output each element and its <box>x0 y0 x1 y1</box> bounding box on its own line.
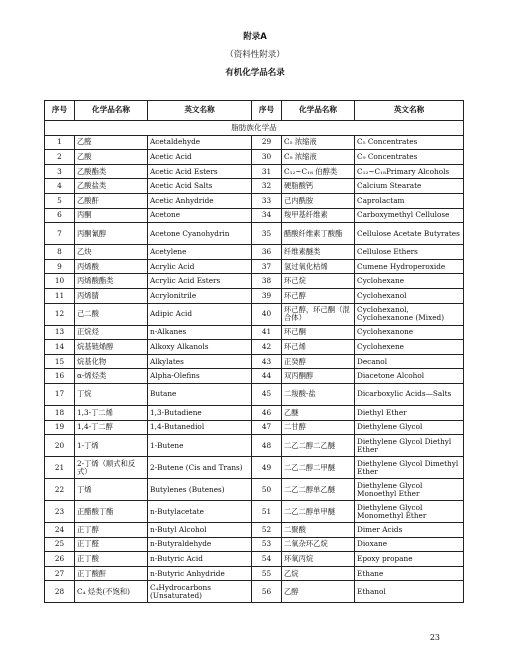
row-no-right: 37 <box>252 259 282 274</box>
row-en-left: Butane <box>148 383 252 405</box>
row-cn-right: 乙烷 <box>282 566 355 581</box>
row-no-right: 46 <box>252 405 282 420</box>
row-cn-left: 丁烯 <box>75 479 148 501</box>
row-en-right: Diethylene Glycol Diethyl Ether <box>355 435 464 457</box>
row-cn-right: 二乙二醇二甲醚 <box>282 457 355 479</box>
row-en-right: Cumene Hydroperoxide <box>355 259 464 274</box>
row-cn-left: 正丁酸 <box>75 552 148 567</box>
row-cn-left: 1,4-丁二醇 <box>75 420 148 435</box>
row-cn-left: 丙酮氰醇 <box>75 223 148 245</box>
row-cn-right: 环己烷 <box>282 274 355 289</box>
row-en-right: Carboxymethyl Cellulose <box>355 208 464 223</box>
row-no-left: 20 <box>45 435 75 457</box>
row-no-left: 26 <box>45 552 75 567</box>
row-en-left: C₄Hydrocarbons (Unsaturated) <box>148 581 252 603</box>
table-row <box>45 325 464 340</box>
row-no-right: 38 <box>252 274 282 289</box>
row-cn-right: 二乙二醇单甲醚 <box>282 501 355 523</box>
table-row <box>45 383 464 405</box>
row-cn-right: 双丙酮醇 <box>282 369 355 384</box>
table-row <box>45 179 464 194</box>
row-en-left: Alpha-Olefins <box>148 369 252 384</box>
row-no-left: 25 <box>45 537 75 552</box>
row-en-left: Butylenes (Butenes) <box>148 479 252 501</box>
page-number: 23 <box>429 633 440 642</box>
row-en-left: 1-Butene <box>148 435 252 457</box>
row-en-right: C₉ Concentrates <box>355 150 464 165</box>
table-row <box>45 259 464 274</box>
col-header-no-left: 序号 <box>45 101 75 121</box>
row-en-right: Cyclohexene <box>355 340 464 355</box>
row-en-left: Acrylonitrile <box>148 288 252 303</box>
row-en-left: n-Butyl Alcohol <box>148 523 252 538</box>
table-row <box>45 340 464 355</box>
col-header-cn-right: 化学品名称 <box>282 101 355 121</box>
row-no-right: 42 <box>252 340 282 355</box>
row-cn-right: 氢过氧化枯烯 <box>282 259 355 274</box>
row-en-right: Diacetone Alcohol <box>355 369 464 384</box>
row-en-right: Diethyl Ether <box>355 405 464 420</box>
row-cn-right: 乙醚 <box>282 405 355 420</box>
row-cn-right: 正癸醇 <box>282 354 355 369</box>
row-cn-left: 正丁酸酐 <box>75 566 148 581</box>
row-en-left: Acrylic Acid Esters <box>148 274 252 289</box>
row-no-right: 41 <box>252 325 282 340</box>
row-no-right: 30 <box>252 150 282 165</box>
row-en-left: Acetaldehyde <box>148 135 252 150</box>
row-cn-left: 乙醛 <box>75 135 148 150</box>
row-no-right: 34 <box>252 208 282 223</box>
table-row <box>45 223 464 245</box>
row-en-left: Adipic Acid <box>148 303 252 325</box>
row-cn-right: C₁₂~C₁₈ 伯醇类 <box>282 164 355 179</box>
row-en-left: Acrylic Acid <box>148 259 252 274</box>
row-cn-right: 二乙二醇单乙醚 <box>282 479 355 501</box>
row-no-left: 21 <box>45 457 75 479</box>
row-cn-left: 正醋酸丁酯 <box>75 501 148 523</box>
row-cn-left: 乙炔 <box>75 245 148 260</box>
row-no-right: 52 <box>252 523 282 538</box>
row-cn-right: 环己醇，环己酮（混合体） <box>282 303 355 325</box>
row-cn-right: C₅ 浓缩液 <box>282 135 355 150</box>
row-cn-left: 1,3-丁二烯 <box>75 405 148 420</box>
row-cn-right: 环己酮 <box>282 325 355 340</box>
row-no-left: 7 <box>45 223 75 245</box>
row-en-left: 2-Butene (Cis and Trans) <box>148 457 252 479</box>
row-en-right: Diethylene Glycol Monomethyl Ether <box>355 501 464 523</box>
row-cn-left: 正丁醛 <box>75 537 148 552</box>
row-en-right: Dicarboxylic Acids—Salts <box>355 383 464 405</box>
row-en-left: n-Butyric Acid <box>148 552 252 567</box>
row-no-left: 24 <box>45 523 75 538</box>
row-no-left: 15 <box>45 354 75 369</box>
row-no-right: 32 <box>252 179 282 194</box>
row-en-right: Caprolactam <box>355 193 464 208</box>
row-en-right: C₅ Concentrates <box>355 135 464 150</box>
row-no-left: 16 <box>45 369 75 384</box>
row-en-right: Cyclohexanol, Cyclohexanone (Mixed) <box>355 303 464 325</box>
row-cn-left: 正烷烃 <box>75 325 148 340</box>
row-en-right: Diethylene Glycol Dimethyl Ether <box>355 457 464 479</box>
row-no-right: 29 <box>252 135 282 150</box>
row-no-right: 49 <box>252 457 282 479</box>
row-cn-right: 羧甲基纤维素 <box>282 208 355 223</box>
row-no-left: 19 <box>45 420 75 435</box>
row-no-right: 48 <box>252 435 282 457</box>
row-cn-left: 丙烯酸 <box>75 259 148 274</box>
row-cn-left: C₄ 烃类(不饱和) <box>75 581 148 603</box>
row-en-right: Calcium Stearate <box>355 179 464 194</box>
row-no-left: 18 <box>45 405 75 420</box>
table-row <box>45 523 464 538</box>
row-cn-right: 环己烯 <box>282 340 355 355</box>
row-en-left: 1,3-Butadiene <box>148 405 252 420</box>
table-row <box>45 135 464 150</box>
row-en-right: Epoxy propane <box>355 552 464 567</box>
row-en-right: Dimer Acids <box>355 523 464 538</box>
table-row <box>45 354 464 369</box>
row-cn-right: 己内酰胺 <box>282 193 355 208</box>
row-cn-left: 丁烷 <box>75 383 148 405</box>
row-cn-right: 环己醇 <box>282 288 355 303</box>
row-en-right: Diethylene Glycol Monoethyl Ether <box>355 479 464 501</box>
row-cn-left: 1-丁烯 <box>75 435 148 457</box>
row-en-left: 1,4-Butanediol <box>148 420 252 435</box>
table-row <box>45 501 464 523</box>
row-no-right: 33 <box>252 193 282 208</box>
row-en-right: Cellulose Ethers <box>355 245 464 260</box>
row-no-right: 35 <box>252 223 282 245</box>
row-cn-right: 硬脂酸钙 <box>282 179 355 194</box>
row-cn-right: 乙醇 <box>282 581 355 603</box>
row-en-left: Alkoxy Alkanols <box>148 340 252 355</box>
row-cn-right: C₉ 浓缩液 <box>282 150 355 165</box>
row-en-left: n-Butyraldehyde <box>148 537 252 552</box>
table-row <box>45 552 464 567</box>
table-row <box>45 566 464 581</box>
row-cn-left: 乙酸酯类 <box>75 164 148 179</box>
row-no-left: 5 <box>45 193 75 208</box>
table-row <box>45 581 464 603</box>
appendix-label: 附录A <box>243 32 267 42</box>
row-no-left: 27 <box>45 566 75 581</box>
table-title: 有机化学品名录 <box>225 68 285 78</box>
row-en-right: Ethanol <box>355 581 464 603</box>
row-no-left: 13 <box>45 325 75 340</box>
row-no-right: 53 <box>252 537 282 552</box>
row-en-left: Acetic Acid Esters <box>148 164 252 179</box>
row-no-left: 10 <box>45 274 75 289</box>
row-en-right: Diethylene Glycol <box>355 420 464 435</box>
table-header-row <box>45 101 464 121</box>
table-row <box>45 435 464 457</box>
row-en-left: n-Butyric Anhydride <box>148 566 252 581</box>
row-no-left: 2 <box>45 150 75 165</box>
chemical-list-table <box>44 100 464 603</box>
row-en-right: Cyclohexanone <box>355 325 464 340</box>
row-no-right: 51 <box>252 501 282 523</box>
row-en-right: Dioxane <box>355 537 464 552</box>
row-cn-left: 己二酸 <box>75 303 148 325</box>
row-en-left: Acetic Anhydride <box>148 193 252 208</box>
table-row <box>45 537 464 552</box>
row-en-left: n-Alkanes <box>148 325 252 340</box>
row-no-left: 3 <box>45 164 75 179</box>
row-cn-right: 二聚酸 <box>282 523 355 538</box>
row-no-left: 8 <box>45 245 75 260</box>
row-en-left: Acetylene <box>148 245 252 260</box>
table-row <box>45 369 464 384</box>
row-cn-left: 正丁醇 <box>75 523 148 538</box>
row-no-right: 43 <box>252 354 282 369</box>
row-cn-right: 二甘醇 <box>282 420 355 435</box>
section-title: 脂肪族化学品 <box>45 121 464 136</box>
row-en-left: Acetic Acid Salts <box>148 179 252 194</box>
row-cn-left: 乙酸盐类 <box>75 179 148 194</box>
row-en-left: Acetic Acid <box>148 150 252 165</box>
table-row <box>45 208 464 223</box>
appendix-note: （资料性附录） <box>225 50 285 60</box>
row-en-right: Ethane <box>355 566 464 581</box>
row-no-left: 28 <box>45 581 75 603</box>
row-no-left: 17 <box>45 383 75 405</box>
row-cn-left: 2-丁烯（顺式和反式） <box>75 457 148 479</box>
col-header-en-left: 英文名称 <box>148 101 252 121</box>
row-cn-right: 二氧杂环乙烷 <box>282 537 355 552</box>
table-row <box>45 274 464 289</box>
row-cn-left: 丙烯酸酯类 <box>75 274 148 289</box>
row-no-right: 31 <box>252 164 282 179</box>
table-row <box>45 245 464 260</box>
col-header-en-right: 英文名称 <box>355 101 464 121</box>
table-row <box>45 457 464 479</box>
row-no-right: 54 <box>252 552 282 567</box>
row-cn-right: 纤维素醚类 <box>282 245 355 260</box>
row-en-left: Acetone <box>148 208 252 223</box>
row-no-right: 36 <box>252 245 282 260</box>
row-en-left: Alkylates <box>148 354 252 369</box>
col-header-no-right: 序号 <box>252 101 282 121</box>
row-cn-left: 烷基链烯醇 <box>75 340 148 355</box>
table-row <box>45 288 464 303</box>
row-no-left: 11 <box>45 288 75 303</box>
table-row <box>45 405 464 420</box>
row-cn-left: 烷基化物 <box>75 354 148 369</box>
row-cn-right: 醋酸纤维素丁酸酯 <box>282 223 355 245</box>
row-no-left: 4 <box>45 179 75 194</box>
row-no-left: 14 <box>45 340 75 355</box>
row-no-right: 40 <box>252 303 282 325</box>
table-row <box>45 150 464 165</box>
row-en-right: Cyclohexanol <box>355 288 464 303</box>
section-row <box>45 121 464 136</box>
row-no-right: 39 <box>252 288 282 303</box>
row-en-right: Cellulose Acetate Butyrates <box>355 223 464 245</box>
row-cn-right: 二乙二醇二乙醚 <box>282 435 355 457</box>
row-cn-left: 乙酸酐 <box>75 193 148 208</box>
row-en-right: Cyclohexane <box>355 274 464 289</box>
row-cn-right: 二羧酸-盐 <box>282 383 355 405</box>
row-en-left: n-Butylacetate <box>148 501 252 523</box>
row-no-right: 47 <box>252 420 282 435</box>
row-no-left: 9 <box>45 259 75 274</box>
row-no-left: 12 <box>45 303 75 325</box>
col-header-cn-left: 化学品名称 <box>75 101 148 121</box>
row-no-left: 22 <box>45 479 75 501</box>
row-cn-left: 丙烯腈 <box>75 288 148 303</box>
row-no-right: 45 <box>252 383 282 405</box>
row-cn-right: 环氧丙烷 <box>282 552 355 567</box>
table-row <box>45 193 464 208</box>
row-en-left: Acetone Cyanohydrin <box>148 223 252 245</box>
table-row <box>45 303 464 325</box>
row-en-right: Decanol <box>355 354 464 369</box>
row-no-right: 44 <box>252 369 282 384</box>
row-no-right: 50 <box>252 479 282 501</box>
table-row <box>45 420 464 435</box>
row-cn-left: 乙酸 <box>75 150 148 165</box>
row-no-right: 56 <box>252 581 282 603</box>
row-no-left: 23 <box>45 501 75 523</box>
row-cn-left: α-烯烃类 <box>75 369 148 384</box>
row-cn-left: 丙酮 <box>75 208 148 223</box>
table-row <box>45 164 464 179</box>
row-no-left: 1 <box>45 135 75 150</box>
row-en-right: C₁₂~C₁₈Primary Alcohols <box>355 164 464 179</box>
table-row <box>45 479 464 501</box>
row-no-right: 55 <box>252 566 282 581</box>
row-no-left: 6 <box>45 208 75 223</box>
